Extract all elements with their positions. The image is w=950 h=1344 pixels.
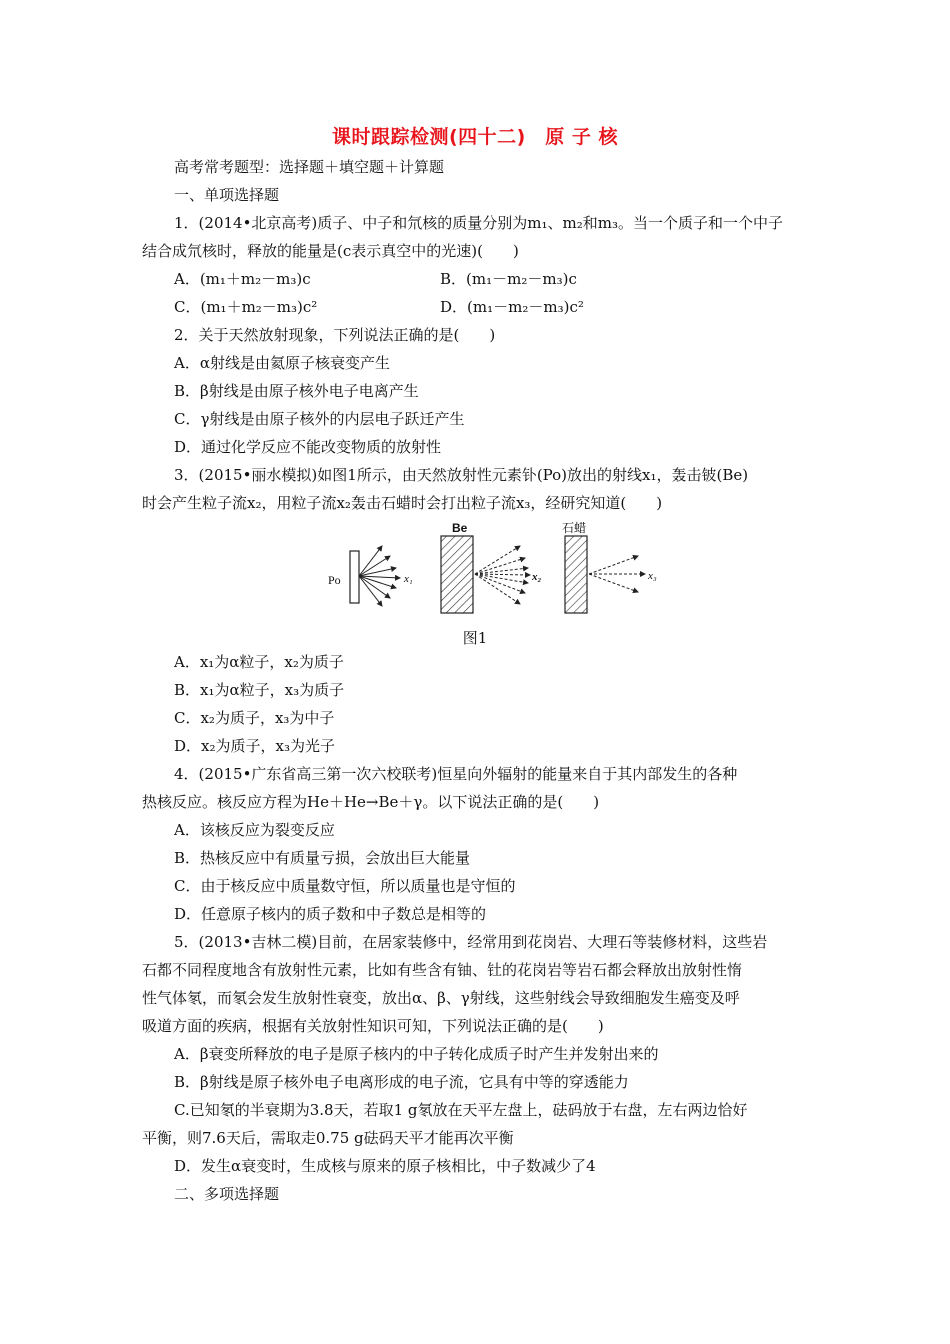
q2-option-a: A．α射线是由氦原子核衰变产生: [174, 354, 390, 372]
section-heading-multiple: 二、多项选择题: [174, 1185, 280, 1203]
section-heading-single: 一、单项选择题: [174, 186, 280, 204]
q3-stem-line1: 3．(2015•丽水模拟)如图1所示，由天然放射性元素钋(Po)放出的射线x₁，轰击铍(Be): [174, 466, 749, 484]
q5-option-b: B．β射线是原子核外电子电离形成的电子流，它具有中等的穿透能力: [174, 1073, 629, 1091]
figure-1-diagram: [320, 518, 660, 618]
q3-option-a: A．x₁为α粒子，x₂为质子: [174, 653, 344, 671]
figure-1-caption: 图1: [462, 629, 488, 647]
q3-stem-line2: 时会产生粒子流x₂，用粒子流x₂轰击石蜡时会打出粒子流x₃，经研究知道( ): [142, 494, 663, 512]
q1-option-c: C．(m₁＋m₂－m₃)c²: [174, 298, 318, 316]
q5-stem-line2: 石都不同程度地含有放射性元素，比如有些含有铀、钍的花岗岩等岩石都会释放出放射性惰: [142, 961, 743, 979]
q3-option-c: C．x₂为质子，x₃为中子: [174, 709, 335, 727]
x3-label: x₃: [648, 570, 657, 582]
q4-option-b: B．热核反应中有质量亏损，会放出巨大能量: [174, 849, 471, 867]
x3-rays: [589, 556, 645, 592]
q4-option-a: A．该核反应为裂变反应: [174, 821, 335, 839]
x1-label: x₁: [404, 573, 413, 585]
q1-stem-line1: 1．(2014•北京高考)质子、中子和氘核的质量分别为m₁、m₂和m₃。当一个质子和一个中子: [174, 214, 783, 232]
q2-option-b: B．β射线是由原子核外电子电离产生: [174, 382, 419, 400]
x1-rays: [359, 546, 400, 606]
q5-option-c-line1: C.已知氡的半衰期为3.8天，若取1 g氡放在天平左盘上，砝码放于右盘，左右两边恰好: [174, 1101, 748, 1119]
q4-option-d: D．任意原子核内的质子数和中子数总是相等的: [174, 905, 487, 923]
q2-option-d: D．通过化学反应不能改变物质的放射性: [174, 438, 442, 456]
q4-stem-line1: 4．(2015•广东省高三第一次六校联考)恒星向外辐射的能量来自于其内部发生的各种: [174, 765, 738, 783]
q5-option-d: D．发生α衰变时，生成核与原来的原子核相比，中子数减少了4: [174, 1157, 596, 1175]
x2-rays: [475, 546, 530, 604]
q4-option-c: C．由于核反应中质量数守恒，所以质量也是守恒的: [174, 877, 516, 895]
po-source-plate: [350, 551, 359, 603]
q1-option-a: A．(m₁＋m₂－m₃)c: [174, 270, 311, 288]
q2-stem: 2．关于天然放射现象，下列说法正确的是( ): [174, 326, 496, 344]
q3-option-b: B．x₁为α粒子，x₃为质子: [174, 681, 345, 699]
paraffin-plate: [565, 536, 587, 613]
be-label: Be: [452, 521, 468, 535]
q1-option-d: D．(m₁－m₂－m₃)c²: [440, 298, 584, 316]
q5-stem-line3: 性气体氡，而氡会发生放射性衰变，放出α、β、γ射线，这些射线会导致细胞发生癌变及呼: [142, 989, 740, 1007]
paraffin-label: 石蜡: [562, 521, 587, 535]
exam-type-line: 高考常考题型：选择题＋填空题＋计算题: [174, 158, 445, 176]
q3-option-d: D．x₂为质子，x₃为光子: [174, 737, 335, 755]
q2-option-c: C．γ射线是由原子核外的内层电子跃迁产生: [174, 410, 465, 428]
x2-label: x₂: [532, 571, 542, 583]
q4-stem-line2: 热核反应。核反应方程为He＋He→Be＋γ。以下说法正确的是( ): [142, 793, 600, 811]
po-label: Po: [328, 573, 341, 587]
q5-option-c-line2: 平衡，则7.6天后，需取走0.75 g砝码天平才能再次平衡: [142, 1129, 514, 1147]
q1-stem-line2: 结合成氘核时，释放的能量是(c表示真空中的光速)( ): [142, 242, 519, 260]
q5-option-a: A．β衰变所释放的电子是原子核内的中子转化成质子时产生并发射出来的: [174, 1045, 659, 1063]
page-title: 课时跟踪检测(四十二) 原 子 核: [331, 126, 619, 148]
q5-stem-line1: 5．(2013•吉林二模)目前，在居家装修中，经常用到花岗岩、大理石等装修材料，这些岩: [174, 933, 768, 951]
q1-option-b: B．(m₁－m₂－m₃)c: [440, 270, 577, 288]
q5-stem-line4: 吸道方面的疾病，根据有关放射性知识可知，下列说法正确的是( ): [142, 1017, 604, 1035]
be-plate: [441, 536, 473, 613]
